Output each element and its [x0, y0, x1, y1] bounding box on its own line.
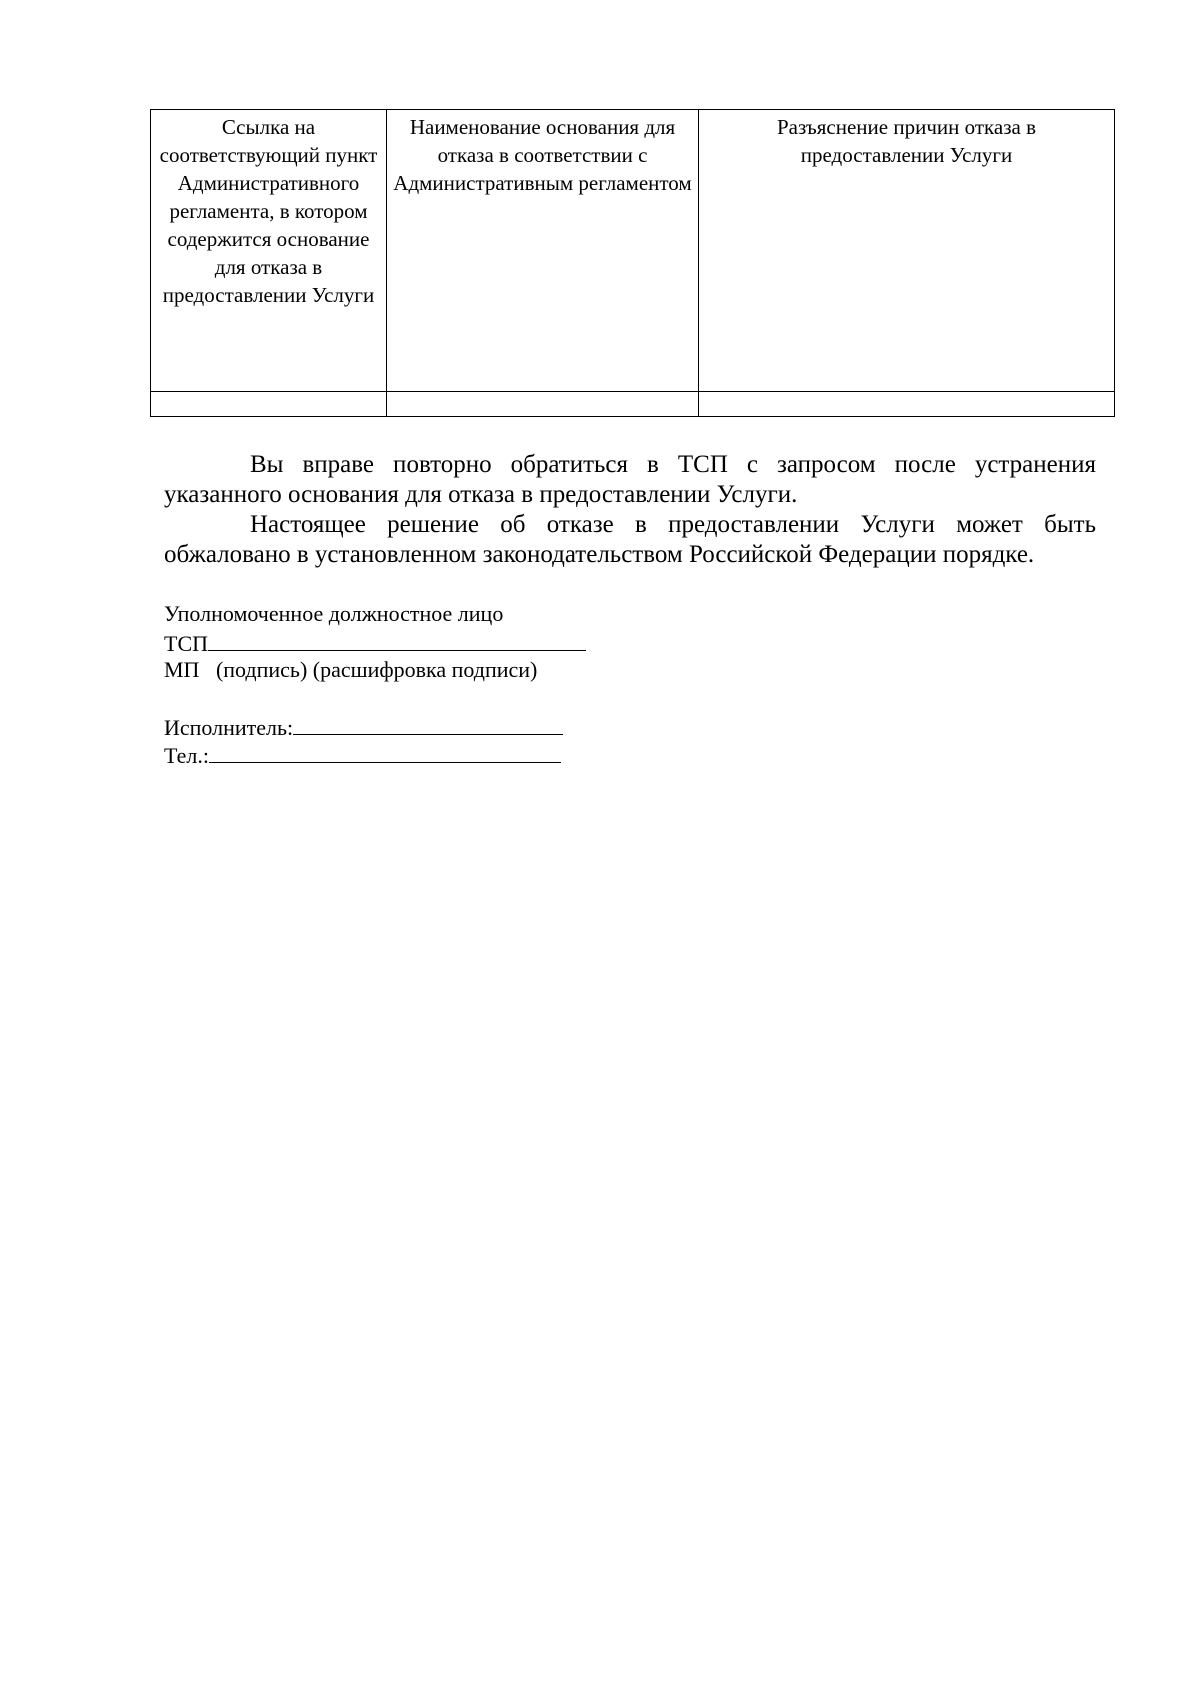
stamp-caption-line [164, 656, 537, 684]
header-refusal-explanation: Разъяснение причин отказа в предоставлении Услуги [699, 110, 1115, 392]
appeal-paragraph: Настоящее решение об отказе в предоставлении Услуги может быть обжаловано в установленном законодательством Российской Федерации порядке. [164, 511, 1096, 568]
signature-caption: (подпись) (расшифровка подписи) [215, 657, 538, 682]
stamp-label: МП [164, 657, 200, 682]
table-cell [699, 392, 1115, 417]
executor-blank [293, 712, 563, 735]
phone-label: Тел.: [164, 743, 209, 768]
refusal-reasons-table [150, 109, 1115, 417]
table-header-row [151, 110, 1115, 392]
table-cell [151, 392, 387, 417]
phone-blank [209, 740, 561, 763]
org-signature-blank [208, 628, 586, 651]
table-row [151, 392, 1115, 417]
executor-line [164, 712, 563, 742]
official-label: Уполномоченное должностное лицо [164, 601, 504, 626]
org-signature-line [164, 628, 586, 658]
phone-line [164, 740, 561, 770]
header-refusal-ground-name: Наименование основания для отказа в соответствии с Административным регламентом [387, 110, 699, 392]
header-regulation-reference: Ссылка на соответствующий пункт Административного регламента, в котором содержится основание для отказа в предоставлении Услуги [151, 110, 387, 392]
table-cell [387, 392, 699, 417]
org-label: ТСП [164, 631, 208, 656]
reapply-paragraph: Вы вправе повторно обратиться в ТСП с запросом после устранения указанного основания для отказа в предоставлении Услуги. [164, 451, 1096, 508]
executor-label: Исполнитель: [164, 715, 294, 740]
